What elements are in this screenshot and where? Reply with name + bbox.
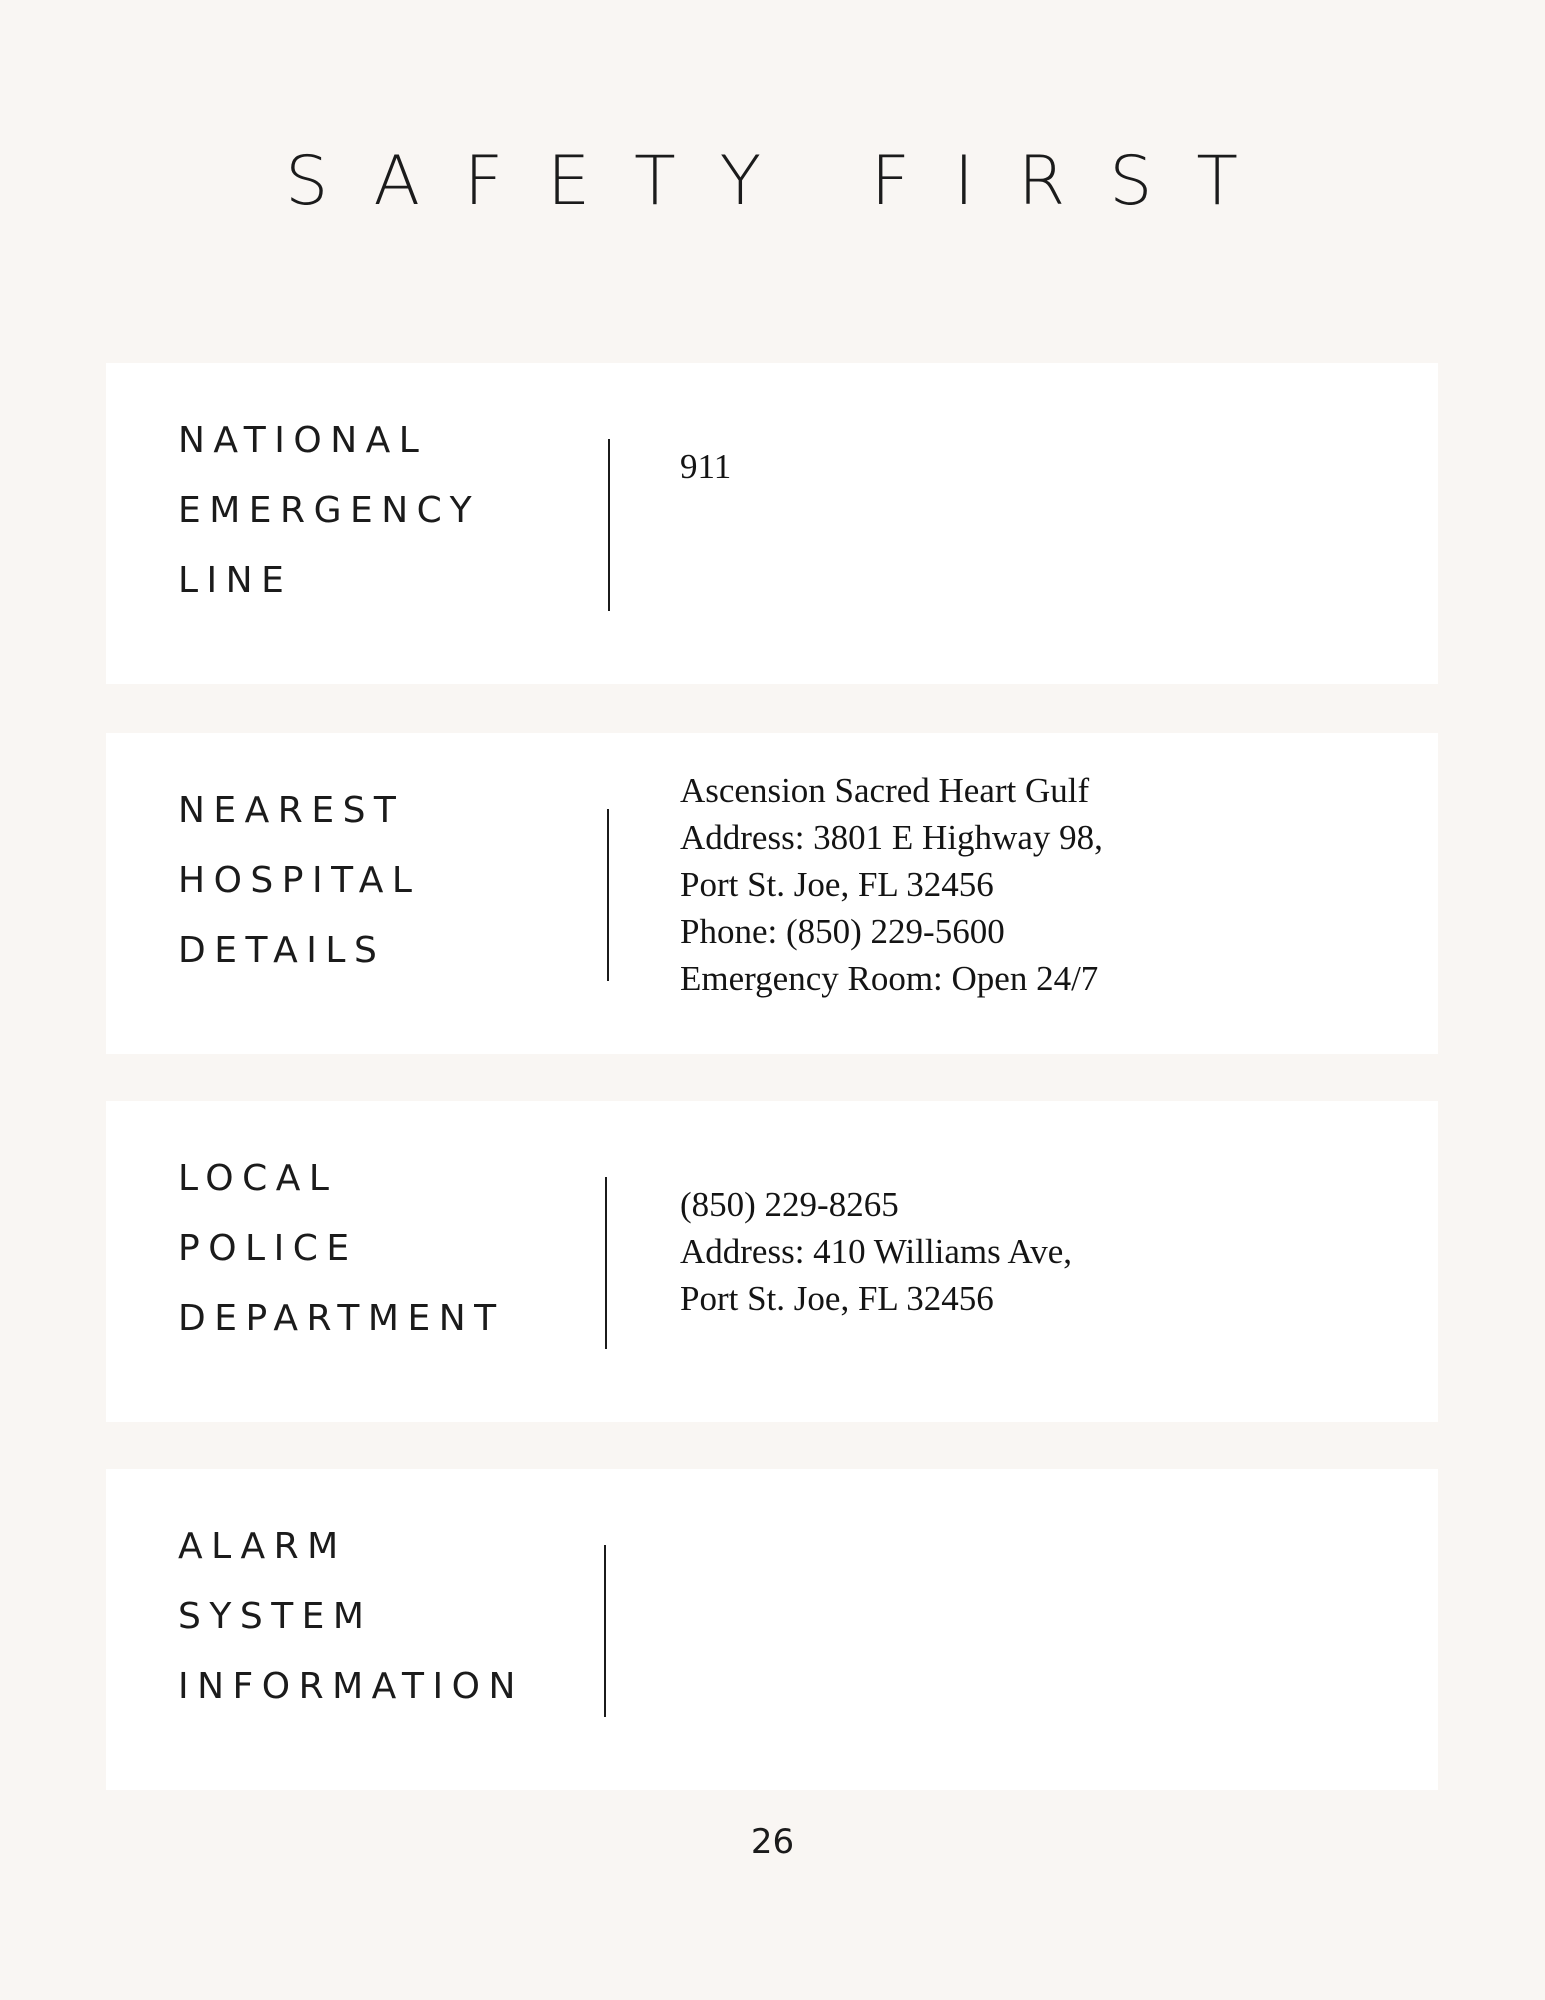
section-divider: [607, 809, 609, 981]
section-divider: [608, 439, 610, 611]
section-label-line: ALARM: [178, 1526, 347, 1567]
section-card-nearest-hospital-details: [106, 733, 1438, 1054]
section-label-line: INFORMATION: [178, 1666, 524, 1707]
section-value-line: Port St. Joe, FL 32456: [680, 865, 994, 904]
section-divider: [605, 1177, 607, 1349]
section-value-line: Ascension Sacred Heart Gulf: [680, 771, 1090, 810]
section-label-line: DEPARTMENT: [178, 1298, 505, 1339]
section-value-line: Phone: (850) 229-5600: [680, 912, 1005, 951]
section-value-line: Address: 410 Williams Ave,: [680, 1232, 1072, 1271]
section-value: [680, 767, 1103, 1002]
section-label-line: EMERGENCY: [178, 490, 481, 531]
section-label-line: LOCAL: [178, 1158, 338, 1199]
section-label-line: NATIONAL: [178, 420, 428, 461]
section-value-line: Address: 3801 E Highway 98,: [680, 818, 1103, 857]
section-value-line: Emergency Room: Open 24/7: [680, 959, 1099, 998]
section-label-line: DETAILS: [178, 930, 386, 971]
section-label: [178, 1131, 505, 1366]
section-label-line: HOSPITAL: [178, 860, 421, 901]
section-card-alarm-system-information: [106, 1469, 1438, 1790]
section-divider: [604, 1545, 606, 1717]
section-value-line: 911: [680, 447, 732, 486]
section-label-line: POLICE: [178, 1228, 358, 1269]
page-title: SAFETY FIRST: [285, 142, 1282, 221]
section-value-line: (850) 229-8265: [680, 1185, 899, 1224]
section-card-local-police-department: [106, 1101, 1438, 1422]
section-label: [178, 1499, 524, 1734]
section-label-line: LINE: [178, 560, 293, 601]
page-number: 26: [750, 1822, 795, 1862]
section-value-line: Port St. Joe, FL 32456: [680, 1279, 994, 1318]
section-label-line: NEAREST: [178, 790, 405, 831]
section-value: [680, 443, 731, 490]
section-card-national-emergency-line: [106, 363, 1438, 684]
section-label-line: SYSTEM: [178, 1596, 373, 1637]
section-value: [680, 1181, 1072, 1322]
section-label: [178, 763, 420, 998]
section-label: [178, 393, 480, 628]
